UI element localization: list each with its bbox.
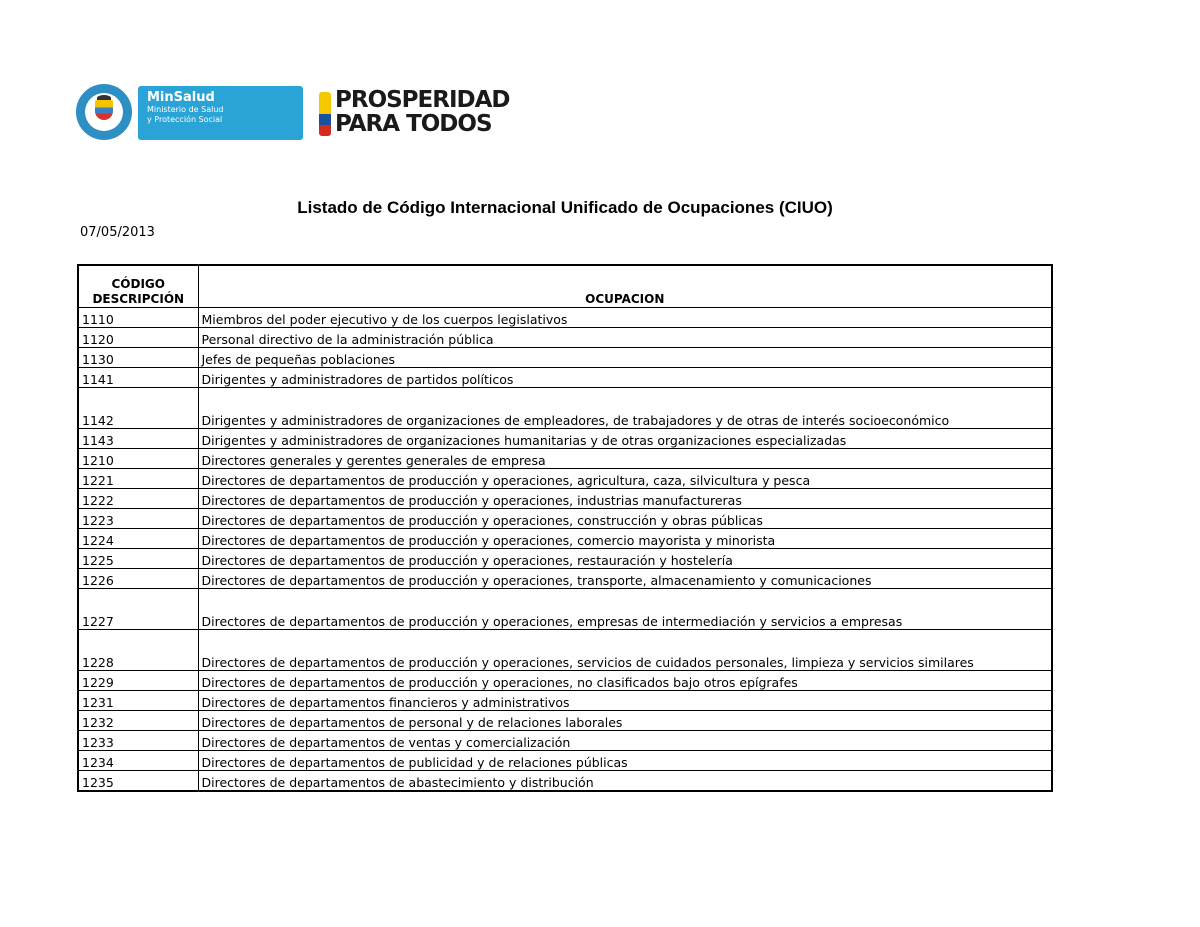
row-description: Dirigentes y administradores de organizaciones de empleadores, de trabajadores y de otras de interés socioeconómico <box>198 388 1052 429</box>
row-description: Personal directivo de la administración pública <box>198 328 1052 348</box>
row-code: 1233 <box>78 731 198 751</box>
table-header-row <box>78 265 1052 308</box>
table-row <box>78 711 1052 731</box>
row-description: Directores de departamentos de producción y operaciones, servicios de cuidados personales, limpieza y servicios similares <box>198 630 1052 671</box>
document-title: Listado de Código Internacional Unificado de Ocupaciones (CIUO) <box>297 198 833 217</box>
table-row <box>78 751 1052 771</box>
table-row <box>78 771 1052 792</box>
prosperidad-logo <box>319 88 534 140</box>
minsalud-logo <box>138 86 303 140</box>
header-codigo <box>78 265 198 308</box>
table-row <box>78 731 1052 751</box>
header-logos <box>76 84 536 142</box>
row-description: Directores de departamentos de personal y de relaciones laborales <box>198 711 1052 731</box>
table-row <box>78 691 1052 711</box>
row-description: Directores de departamentos financieros y administrativos <box>198 691 1052 711</box>
row-code: 1232 <box>78 711 198 731</box>
table-row <box>78 388 1052 429</box>
row-description: Directores de departamentos de producción y operaciones, no clasificados bajo otros epígrafes <box>198 671 1052 691</box>
row-code: 1231 <box>78 691 198 711</box>
row-code: 1235 <box>78 771 198 792</box>
minsalud-logo-line2: y Protección Social <box>147 115 223 124</box>
ciuo-table <box>77 264 1053 792</box>
row-code: 1227 <box>78 589 198 630</box>
table-row <box>78 589 1052 630</box>
row-description: Directores de departamentos de producción y operaciones, construcción y obras públicas <box>198 509 1052 529</box>
header-codigo-line1: CÓDIGO <box>111 277 165 291</box>
row-description: Jefes de pequeñas poblaciones <box>198 348 1052 368</box>
row-description: Directores de departamentos de ventas y comercialización <box>198 731 1052 751</box>
prosperidad-logo-line1: PROSPERIDAD <box>335 87 510 113</box>
table-row <box>78 630 1052 671</box>
table-row <box>78 469 1052 489</box>
row-description: Dirigentes y administradores de organizaciones humanitarias y de otras organizaciones especializadas <box>198 429 1052 449</box>
row-code: 1225 <box>78 549 198 569</box>
table-row <box>78 509 1052 529</box>
table-row <box>78 308 1052 328</box>
colombia-flag-icon <box>319 92 331 136</box>
row-description: Directores de departamentos de producción y operaciones, restauración y hostelería <box>198 549 1052 569</box>
row-description: Directores de departamentos de producción y operaciones, empresas de intermediación y servicios a empresas <box>198 589 1052 630</box>
table-row <box>78 569 1052 589</box>
table-row <box>78 671 1052 691</box>
row-code: 1224 <box>78 529 198 549</box>
table-row <box>78 368 1052 388</box>
table-row <box>78 549 1052 569</box>
header-ocupacion: OCUPACION <box>198 265 1052 308</box>
row-code: 1143 <box>78 429 198 449</box>
row-description: Directores de departamentos de producción y operaciones, comercio mayorista y minorista <box>198 529 1052 549</box>
minsalud-logo-line1: Ministerio de Salud <box>147 105 224 114</box>
row-code: 1221 <box>78 469 198 489</box>
row-code: 1228 <box>78 630 198 671</box>
row-description: Dirigentes y administradores de partidos políticos <box>198 368 1052 388</box>
header-codigo-line2: DESCRIPCIÓN <box>92 292 185 306</box>
row-description: Directores de departamentos de abastecimiento y distribución <box>198 771 1052 792</box>
row-code: 1110 <box>78 308 198 328</box>
row-code: 1120 <box>78 328 198 348</box>
row-code: 1226 <box>78 569 198 589</box>
row-description: Directores de departamentos de producción y operaciones, transporte, almacenamiento y comunicaciones <box>198 569 1052 589</box>
table-row <box>78 429 1052 449</box>
row-code: 1229 <box>78 671 198 691</box>
table-row <box>78 529 1052 549</box>
row-description: Directores de departamentos de producción y operaciones, industrias manufactureras <box>198 489 1052 509</box>
table-row <box>78 489 1052 509</box>
row-description: Directores de departamentos de producción y operaciones, agricultura, caza, silvicultura y pesca <box>198 469 1052 489</box>
row-code: 1142 <box>78 388 198 429</box>
row-code: 1223 <box>78 509 198 529</box>
row-description: Miembros del poder ejecutivo y de los cuerpos legislativos <box>198 308 1052 328</box>
row-code: 1210 <box>78 449 198 469</box>
prosperidad-logo-line2: PARA TODOS <box>335 111 492 137</box>
row-code: 1141 <box>78 368 198 388</box>
table-row <box>78 328 1052 348</box>
colombia-seal-icon <box>76 84 132 140</box>
row-code: 1234 <box>78 751 198 771</box>
table-row <box>78 348 1052 368</box>
row-code: 1130 <box>78 348 198 368</box>
row-description: Directores generales y gerentes generales de empresa <box>198 449 1052 469</box>
document-date: 07/05/2013 <box>80 225 155 240</box>
row-description: Directores de departamentos de publicidad y de relaciones públicas <box>198 751 1052 771</box>
table-row <box>78 449 1052 469</box>
minsalud-logo-title: MinSalud <box>147 90 215 105</box>
row-code: 1222 <box>78 489 198 509</box>
